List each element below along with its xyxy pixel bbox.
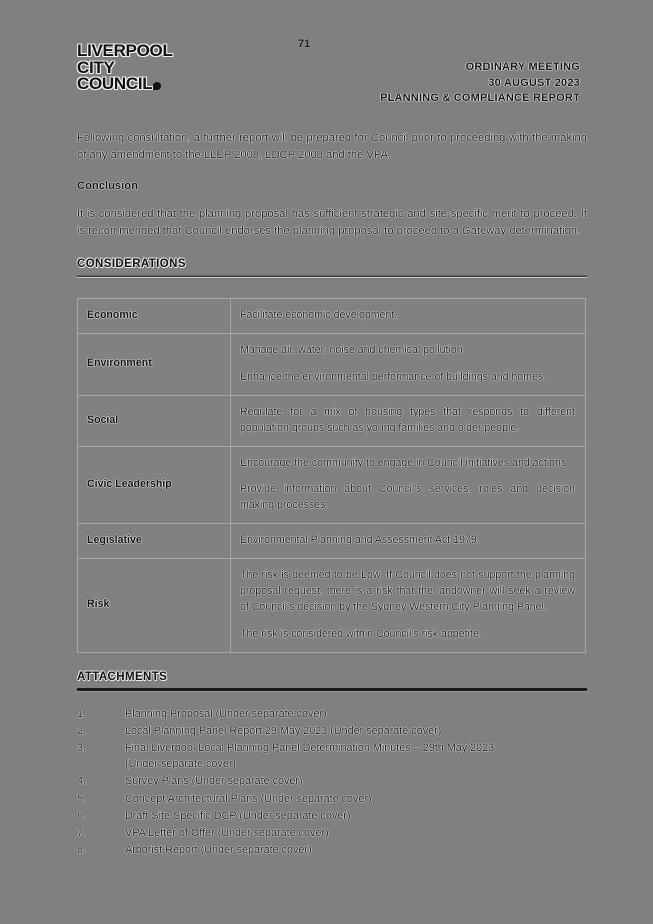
- row-label: Legislative: [78, 524, 231, 559]
- list-item: [77, 773, 587, 789]
- meeting-header: [380, 60, 580, 107]
- attachments-section: [77, 671, 587, 859]
- considerations-divider: [77, 275, 587, 278]
- row-paragraph: Environmental Planning and Assessment Act 1979.: [240, 534, 480, 547]
- considerations-table-body: [78, 299, 586, 653]
- row-paragraph: Provide information about Council's services, roles and decision making processes.: [240, 483, 575, 512]
- list-item: [77, 723, 587, 739]
- item-text-wrapper: [125, 740, 587, 772]
- row-value: [231, 559, 586, 653]
- item-text: Concept Architectural Plans (Under separate cover): [125, 792, 372, 805]
- attachments-heading: ATTACHMENTS: [77, 670, 168, 683]
- table-row: [78, 333, 586, 395]
- row-label: Environment: [78, 333, 231, 395]
- row-value: [231, 395, 586, 446]
- list-item: [77, 808, 587, 824]
- logo-droplet-icon: [153, 82, 161, 90]
- item-number: 2.: [77, 724, 87, 737]
- list-item: [77, 706, 587, 722]
- item-text: Planning Proposal (Under separate cover): [125, 707, 327, 720]
- logo-line-3: COUNCIL: [77, 74, 153, 94]
- row-label: Risk: [78, 559, 231, 653]
- page-number: 71: [298, 38, 311, 50]
- item-text: Draft Site Specific DCP (Under separate cover): [125, 809, 351, 822]
- intro-paragraph: Following consultation, a further report will be prepared for Council prior to proceeding with the making of any amendment to the LLEP 2008, LDCP 2008 and the VPA.: [77, 132, 587, 162]
- row-paragraph: Encourage the community to engage in Council initiatives and actions: [240, 456, 567, 469]
- row-value: [231, 446, 586, 524]
- item-number: 3.: [77, 742, 87, 755]
- row-paragraph: The risk is considered within Council's risk appetite.: [240, 627, 482, 640]
- item-text: Final Liverpool Local Planning Panel Determination Minutes – 29th May 2023: [125, 742, 495, 755]
- attachments-divider: [77, 688, 587, 692]
- logo-line-1: LIVERPOOL: [77, 41, 173, 60]
- row-label: Social: [78, 395, 231, 446]
- row-paragraph: Regulate for a mix of housing types that responds to different population groups such as young families and older people.: [240, 405, 575, 434]
- page-header: [0, 38, 653, 108]
- table-row: [78, 524, 586, 559]
- meeting-date: 30 AUGUST 2023: [488, 76, 580, 89]
- logo-line-3-wrapper: [77, 76, 173, 93]
- row-paragraph: Enhance the environmental performance of buildings and homes.: [240, 370, 547, 383]
- table-row: [78, 559, 586, 653]
- item-number: 4.: [77, 775, 87, 788]
- item-text: Local Planning Panel Report 29 May 2023 (Under separate cover): [125, 724, 442, 737]
- row-paragraph: The risk is deemed to be Low. If Council does not support the planning proposal request, there is a risk that the landowner will seek a review of Council's decision by the Sydney Western City Planning Panel.: [240, 569, 575, 613]
- meeting-title: ORDINARY MEETING: [465, 61, 580, 73]
- logo-line-2: CITY: [77, 57, 115, 77]
- row-value: [231, 333, 586, 395]
- item-number: 1.: [77, 707, 87, 720]
- item-number: 6.: [77, 809, 87, 822]
- list-item: [77, 842, 587, 858]
- row-value: [231, 299, 586, 334]
- item-number: 7.: [77, 826, 87, 839]
- item-number: 5.: [77, 792, 87, 805]
- row-paragraph: Manage air, water, noise and chemical pollution.: [240, 343, 466, 356]
- list-item: [77, 740, 587, 772]
- document-content: [77, 130, 587, 859]
- conclusion-paragraph: It is considered that the planning proposal has sufficient strategic and site-specific merit to proceed. It is recommended that Council endorses the planning proposal to proceed to a Gateway determination.: [77, 208, 587, 238]
- conclusion-heading: Conclusion: [77, 180, 138, 193]
- row-label: Economic: [78, 299, 231, 334]
- liverpool-city-council-logo: [77, 43, 173, 93]
- considerations-table: [77, 298, 586, 653]
- row-value: [231, 524, 586, 559]
- list-item: [77, 791, 587, 807]
- row-label: Civic Leadership: [78, 446, 231, 524]
- report-title: PLANNING & COMPLIANCE REPORT: [380, 92, 580, 105]
- attachments-list: [77, 706, 587, 859]
- item-number: 8.: [77, 844, 87, 857]
- table-row: [78, 299, 586, 334]
- list-item: [77, 825, 587, 841]
- table-row: [78, 395, 586, 446]
- considerations-section: [77, 258, 587, 653]
- table-row: [78, 446, 586, 524]
- item-text: Survey Plans (Under separate cover): [125, 775, 303, 788]
- row-paragraph: Facilitate economic development.: [240, 309, 398, 322]
- considerations-heading: CONSIDERATIONS: [77, 258, 186, 271]
- item-text-continuation: (Under separate cover): [125, 758, 237, 771]
- item-text: Arborist Report (Under separate cover): [125, 844, 312, 857]
- item-text: VPA Letter of Offer (Under separate cover): [125, 826, 329, 839]
